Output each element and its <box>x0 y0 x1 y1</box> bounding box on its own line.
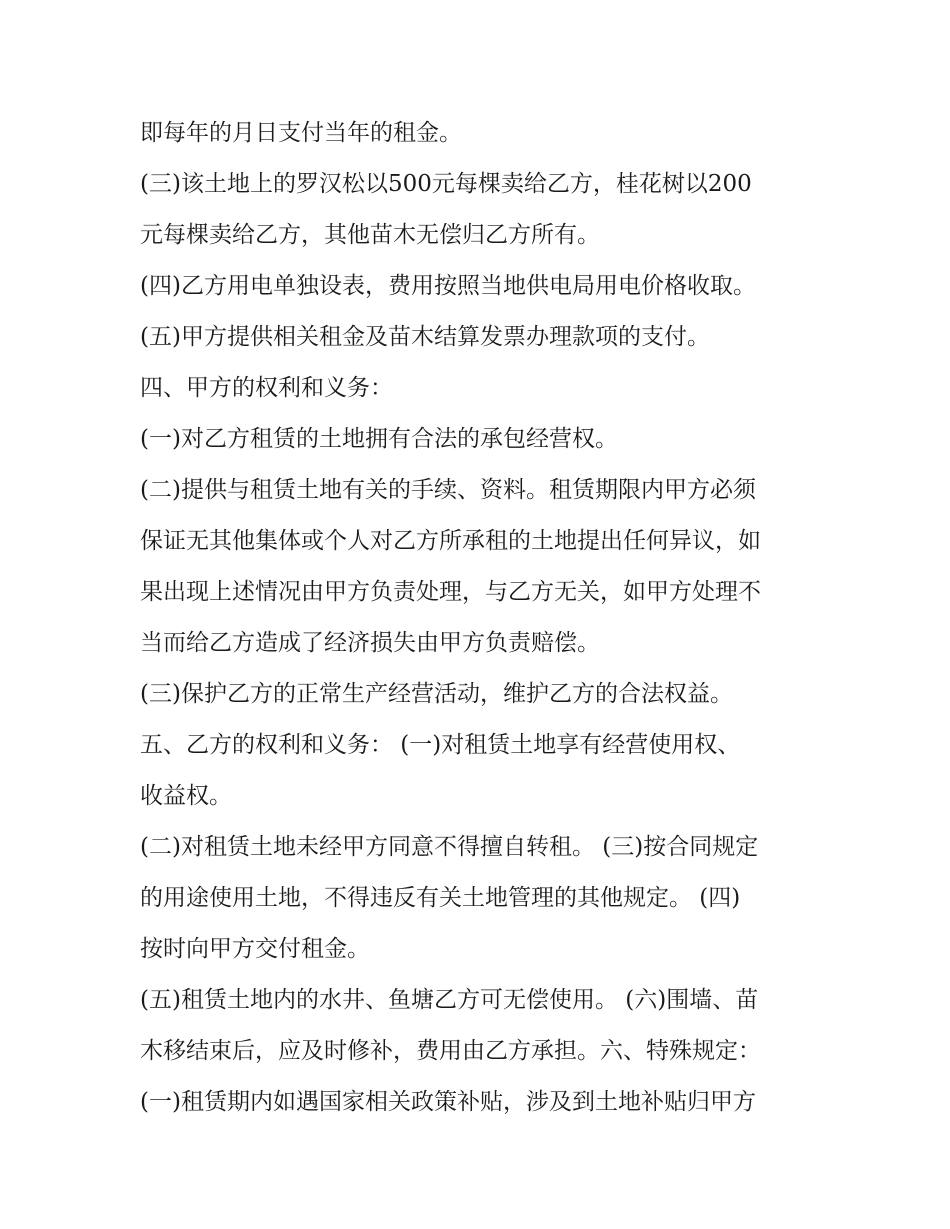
text-line: 元每棵卖给乙方，其他苗木无偿归乙方所有。 <box>140 222 600 248</box>
text-line: 当而给乙方造成了经济损失由甲方负责赔偿。 <box>140 630 600 656</box>
text-line: 果出现上述情况由甲方负责处理，与乙方无关，如甲方处理不 <box>140 579 761 605</box>
text-line: 按时向甲方交付租金。 <box>140 936 370 962</box>
section-heading: 四、甲方的权利和义务： <box>140 375 393 401</box>
text-line: 保证无其他集体或个人对乙方所承租的土地提出任何异议，如 <box>140 528 761 554</box>
text-line: (二)提供与租赁土地有关的手续、资料。租赁期限内甲方必须 <box>140 477 756 503</box>
text-line: (一)对乙方租赁的土地拥有合法的承包经营权。 <box>140 426 618 452</box>
text-line: 即每年的月日支付当年的租金。 <box>140 120 462 146</box>
text-line: 木移结束后，应及时修补，费用由乙方承担。六、特殊规定： <box>140 1038 761 1064</box>
text-line: 的用途使用土地，不得违反有关土地管理的其他规定。 (四) <box>140 885 741 911</box>
text-line: (三)该土地上的罗汉松以500元每棵卖给乙方，桂花树以200 <box>140 171 752 197</box>
text-line: (二)对租赁土地未经甲方同意不得擅自转租。 (三)按合同规定 <box>140 834 759 860</box>
document-page <box>140 108 830 1128</box>
section-heading: 五、乙方的权利和义务： (一)对租赁土地享有经营使用权、 <box>140 732 741 758</box>
text-line: (五)甲方提供相关租金及苗木结算发票办理款项的支付。 <box>140 324 710 350</box>
text-line: (一)租赁期内如遇国家相关政策补贴，涉及到土地补贴归甲方 <box>140 1089 756 1115</box>
text-line: (四)乙方用电单独设表，费用按照当地供电局用电价格收取。 <box>140 273 756 299</box>
text-line: (五)租赁土地内的水井、鱼塘乙方可无偿使用。 (六)围墙、苗 <box>140 987 759 1013</box>
text-line: (三)保护乙方的正常生产经营活动，维护乙方的合法权益。 <box>140 681 733 707</box>
text-line: 收益权。 <box>140 783 232 809</box>
